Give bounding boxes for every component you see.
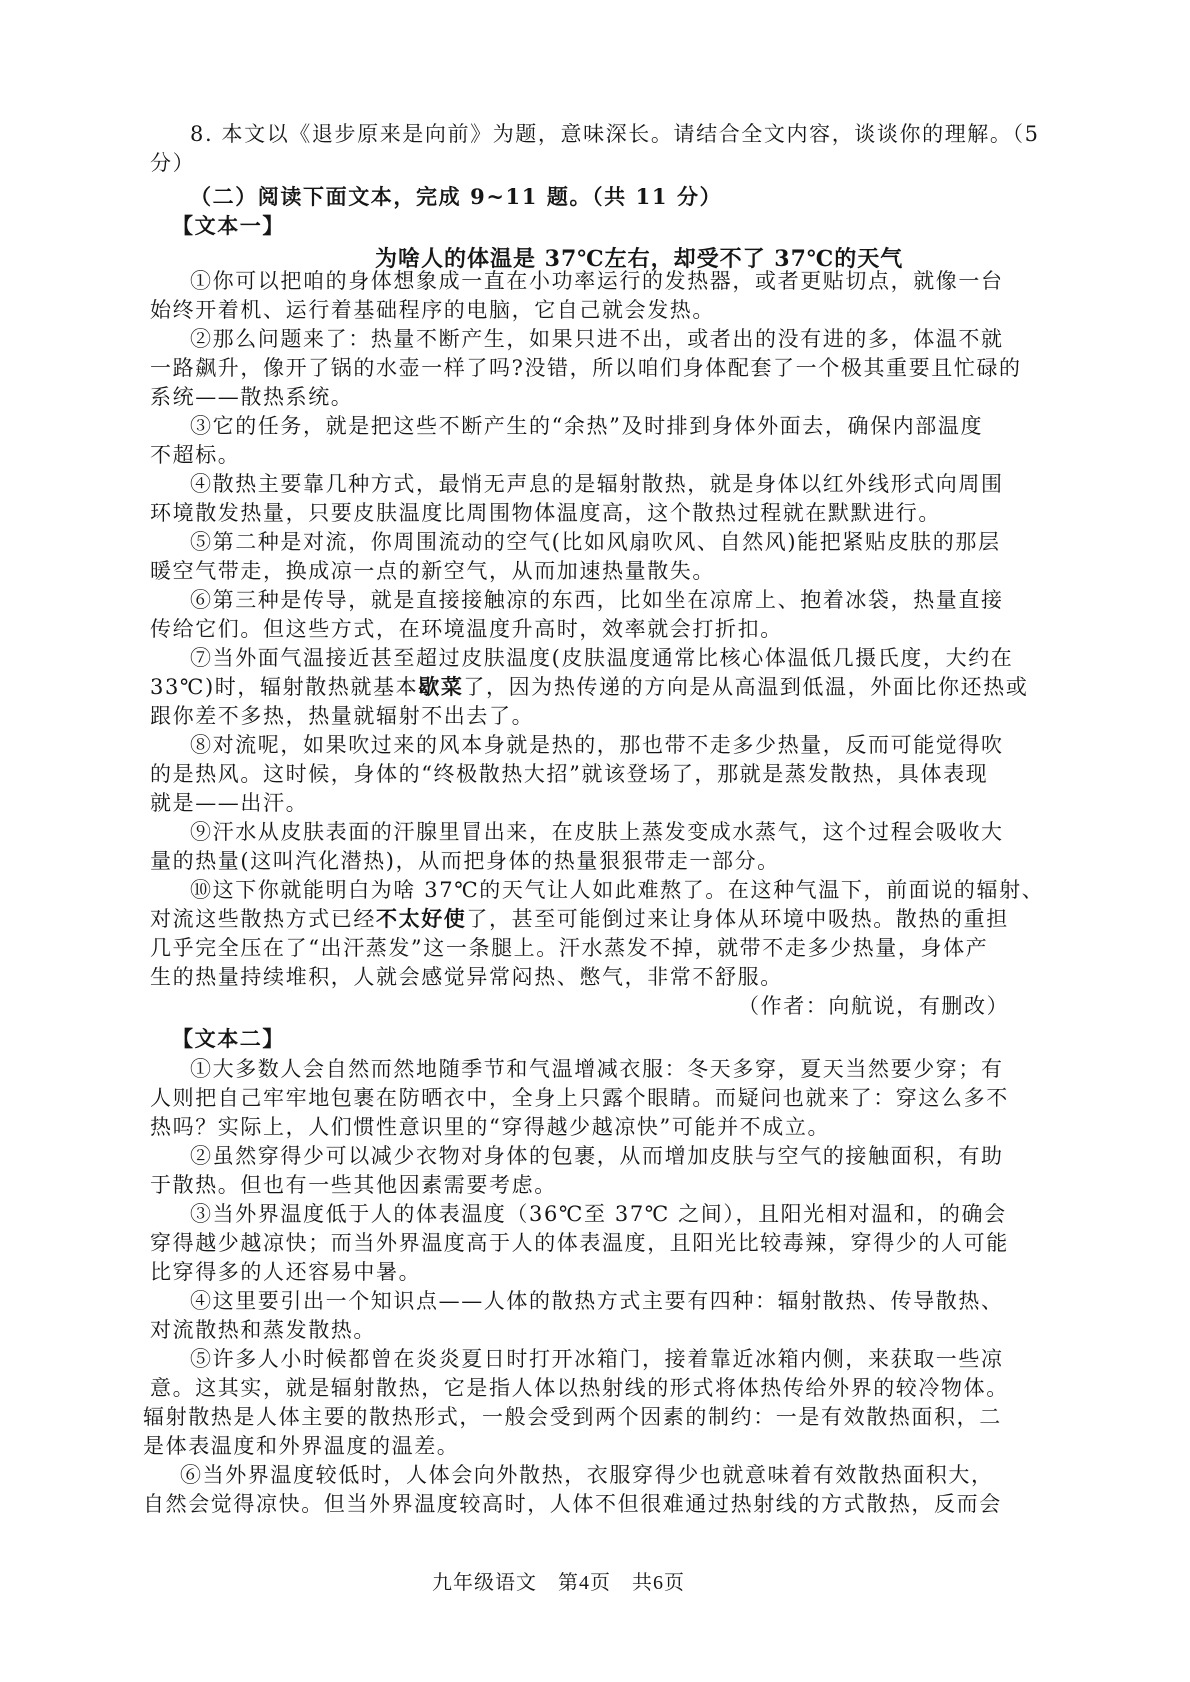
text-two-paragraph-5-line-1: ⑤许多人小时候都曾在炎炎夏日时打开冰箱门，接着靠近冰箱内侧，来获取一些凉: [190, 1347, 1004, 1371]
paragraph-10-line-3: 几乎完全压在了“出汗蒸发”这一条腿上。汗水蒸发不掉，就带不走多少热量，身体产: [150, 936, 989, 960]
section-heading: （二）阅读下面文本，完成 9~11 题。（共 11 分）: [190, 184, 723, 209]
paragraph-7-text-after: 了，因为热传递的方向是从高温到低温，外面比你还热或: [463, 675, 1029, 699]
paragraph-1-line-2: 始终开着机、运行着基础程序的电脑，它自己就会发热。: [150, 298, 715, 322]
paragraph-10-text-after: 了，甚至可能倒过来让身体从环境中吸热。散热的重担: [466, 907, 1009, 931]
source-attribution: （作者：向航说，有删改）: [738, 994, 1010, 1018]
text-two-paragraph-5-line-4: 是体表温度和外界温度的温差。: [143, 1434, 460, 1458]
paragraph-7-line-3: 跟你差不多热，热量就辐射不出去了。: [150, 704, 535, 728]
paragraph-1-line-1: ①你可以把咱的身体想象成一直在小功率运行的发热器，或者更贴切点，就像一台: [190, 269, 1004, 293]
article-title: 为啥人的体温是 37℃左右，却受不了 37℃的天气: [375, 246, 904, 272]
paragraph-6-line-1: ⑥第三种是传导，就是直接接触凉的东西，比如坐在凉席上、抱着冰袋，热量直接: [190, 588, 1004, 612]
paragraph-10-line-4: 生的热量持续堆积，人就会感觉异常闷热、憋气，非常不舒服。: [150, 965, 783, 989]
paragraph-7-line-1: ⑦当外面气温接近甚至超过皮肤温度(皮肤温度通常比核心体温低几摄氏度，大约在: [190, 646, 1014, 670]
paragraph-3-line-2: 不超标。: [150, 443, 241, 467]
paragraph-8-line-2: 的是热风。这时候，身体的“终极散热大招”就该登场了，那就是蒸发散热，具体表现: [150, 762, 989, 786]
text-two-paragraph-5-line-3: 辐射散热是人体主要的散热形式，一般会受到两个因素的制约：一是有效散热面积，二: [143, 1405, 1002, 1429]
paragraph-4-line-2: 环境散发热量，只要皮肤温度比周围物体温度高，这个散热过程就在默默进行。: [150, 501, 941, 525]
paragraph-7-line-2: [150, 672, 1028, 702]
paragraph-2-line-3: 系统——散热系统。: [150, 385, 354, 409]
text-two-paragraph-3-line-3: 比穿得多的人还容易中暑。: [150, 1260, 422, 1284]
text-two-paragraph-4-line-2: 对流散热和蒸发散热。: [150, 1318, 376, 1342]
paragraph-10-line-1: ⑩这下你就能明白为啥 37℃的天气让人如此难熬了。在这种气温下，前面说的辐射、: [190, 878, 1045, 902]
text-two-label: 【文本二】: [172, 1026, 285, 1051]
paragraph-9-line-2: 量的热量(这叫汽化潜热)，从而把身体的热量狠狠带走一部分。: [150, 849, 780, 873]
emphasized-phrase: 歇菜: [418, 674, 464, 699]
text-two-paragraph-6-line-2: 自然会觉得凉快。但当外界温度较高时，人体不但很难通过热射线的方式散热，反而会: [143, 1492, 1002, 1516]
paragraph-8-line-3: 就是——出汗。: [150, 791, 309, 815]
page-footer: 九年级语文 第4页 共6页: [432, 1572, 685, 1594]
paragraph-10-line-2: [150, 904, 1009, 934]
paragraph-10-text-before: 对流这些散热方式已经: [150, 907, 376, 931]
paragraph-9-line-1: ⑨汗水从皮肤表面的汗腺里冒出来，在皮肤上蒸发变成水蒸气，这个过程会吸收大: [190, 820, 1004, 844]
paragraph-3-line-1: ③它的任务，就是把这些不断产生的“余热”及时排到身体外面去，确保内部温度: [190, 414, 984, 438]
paragraph-2-line-1: ②那么问题来了：热量不断产生，如果只进不出，或者出的没有进的多，体温不就: [190, 327, 1004, 351]
text-two-paragraph-2-line-1: ②虽然穿得少可以减少衣物对身体的包裹，从而增加皮肤与空气的接触面积，有助: [190, 1144, 1004, 1168]
question-8-line-1: 8. 本文以《退步原来是向前》为题，意味深长。请结合全文内容，谈谈你的理解。（5: [190, 122, 1040, 146]
paragraph-5-line-2: 暖空气带走，换成凉一点的新空气，从而加速热量散失。: [150, 559, 715, 583]
paragraph-6-line-2: 传给它们。但这些方式，在环境温度升高时，效率就会打折扣。: [150, 617, 783, 641]
text-two-paragraph-1-line-1: ①大多数人会自然而然地随季节和气温增减衣服：冬天多穿，夏天当然要少穿；有: [190, 1057, 1004, 1081]
paragraph-5-line-1: ⑤第二种是对流，你周围流动的空气(比如风扇吹风、自然风)能把紧贴皮肤的那层: [190, 530, 1001, 554]
paragraph-2-line-2: 一路飙升，像开了锅的水壶一样了吗?没错，所以咱们身体配套了一个极其重要且忙碌的: [150, 356, 1022, 380]
text-two-paragraph-5-line-2: 意。这其实，就是辐射散热，它是指人体以热射线的形式将体热传给外界的较冷物体。: [150, 1376, 1009, 1400]
paragraph-8-line-1: ⑧对流呢，如果吹过来的风本身就是热的，那也带不走多少热量，反而可能觉得吹: [190, 733, 1004, 757]
text-two-paragraph-3-line-1: ③当外界温度低于人的体表温度（36℃至 37℃ 之间），且阳光相对温和，的确会: [190, 1202, 1007, 1226]
text-two-paragraph-2-line-2: 于散热。但也有一些其他因素需要考虑。: [150, 1173, 557, 1197]
text-two-paragraph-1-line-2: 人则把自己牢牢地包裹在防晒衣中，全身上只露个眼睛。而疑问也就来了：穿这么多不: [150, 1086, 1009, 1110]
text-two-paragraph-1-line-3: 热吗？实际上，人们惯性意识里的“穿得越少越凉快”可能并不成立。: [150, 1115, 831, 1139]
paragraph-4-line-1: ④散热主要靠几种方式，最悄无声息的是辐射散热，就是身体以红外线形式向周围: [190, 472, 1004, 496]
text-two-paragraph-3-line-2: 穿得越少越凉快；而当外界温度高于人的体表温度，且阳光比较毒辣，穿得少的人可能: [150, 1231, 1009, 1255]
text-one-label: 【文本一】: [172, 213, 285, 238]
question-8-line-2: 分）: [150, 151, 196, 175]
text-two-paragraph-4-line-1: ④这里要引出一个知识点——人体的散热方式主要有四种：辐射散热、传导散热、: [190, 1289, 1004, 1313]
text-two-paragraph-6-line-1: ⑥当外界温度较低时，人体会向外散热，衣服穿得少也就意味着有效散热面积大，: [180, 1463, 994, 1487]
emphasized-phrase: 不太好使: [376, 906, 467, 931]
paragraph-7-text-before: 33℃)时，辐射散热就基本: [150, 675, 419, 699]
